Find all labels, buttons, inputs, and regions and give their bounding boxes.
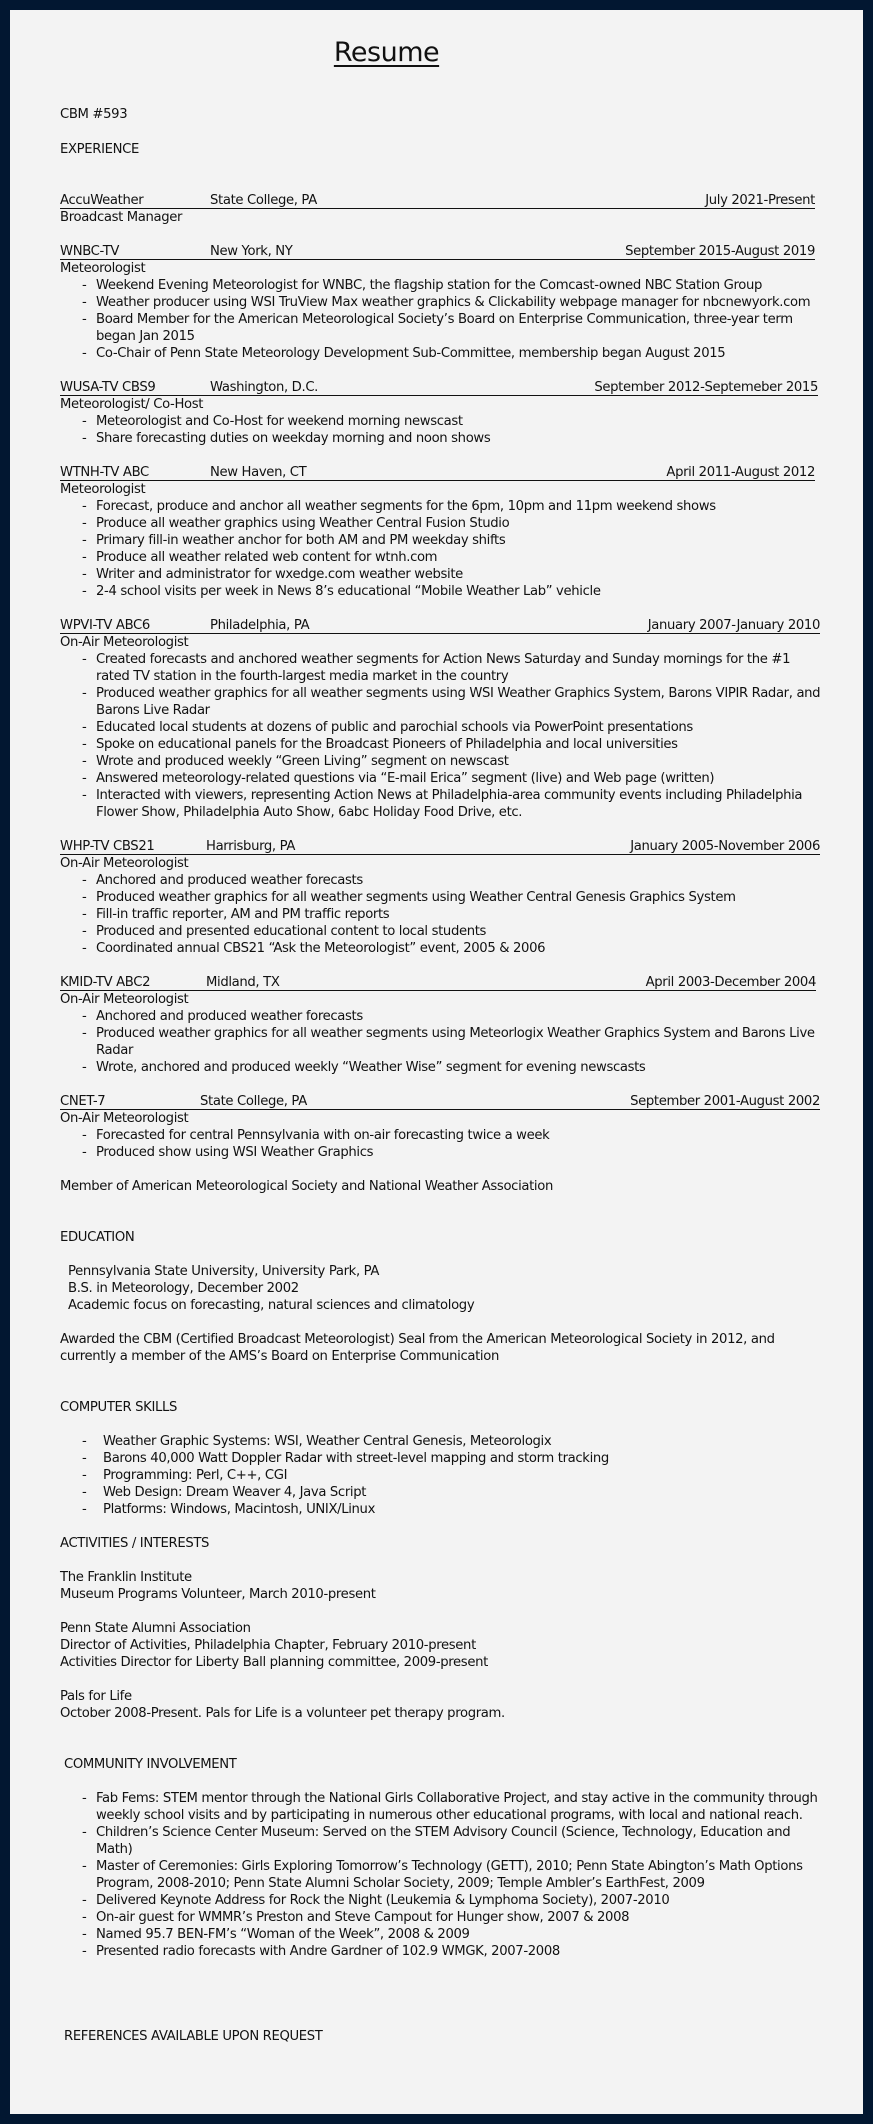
job-location: Harrisburg, PA — [206, 839, 296, 854]
job-dates: April 2011-August 2012 — [666, 465, 815, 480]
job-location: New Haven, CT — [210, 465, 307, 480]
section-heading-community: COMMUNITY INVOLVEMENT — [64, 1757, 237, 1772]
job-dates: January 2005-November 2006 — [630, 839, 820, 854]
job-dates: September 2001-August 2002 — [630, 1094, 820, 1109]
job-bullets — [60, 651, 823, 821]
job-entry — [60, 379, 823, 447]
job-bullet: - Fill-in traffic reporter, AM and PM traffic reports — [82, 906, 823, 923]
job-role: Meteorologist — [60, 261, 146, 276]
section-heading-computer-skills: COMPUTER SKILLS — [60, 1400, 178, 1415]
job-role: Broadcast Manager — [60, 210, 183, 225]
job-bullets — [60, 413, 823, 447]
resume-page — [10, 10, 863, 2114]
job-location: Midland, TX — [206, 975, 280, 990]
job-bullet: - Weather producer using WSI TruView Max weather graphics & Clickability webpage manager for nbcnewyork.com — [82, 294, 823, 311]
community-item: - Delivered Keynote Address for Rock the Night (Leukemia & Lymphoma Society), 2007-2010 — [82, 1892, 823, 1909]
job-bullet: - Anchored and produced weather forecasts — [82, 872, 823, 889]
education-line: Academic focus on forecasting, natural sciences and climatology — [68, 1298, 475, 1313]
job-entry — [60, 192, 823, 226]
experience-list — [60, 192, 823, 2045]
job-bullet: - Board Member for the American Meteorological Society’s Board on Enterprise Communication, three-year term began Jan 2015 — [82, 311, 823, 345]
job-header — [60, 838, 820, 855]
title-text: Resume — [333, 37, 440, 68]
community-list — [60, 1790, 823, 1960]
activity-line: Museum Programs Volunteer, March 2010-present — [60, 1587, 376, 1602]
job-bullets — [60, 1008, 823, 1076]
job-role: On-Air Meteorologist — [60, 635, 189, 650]
job-location: State College, PA — [200, 1094, 307, 1109]
job-header — [60, 192, 815, 209]
job-company: WHP-TV CBS21 — [60, 839, 155, 854]
community-item: - Presented radio forecasts with Andre Gardner of 102.9 WMGK, 2007-2008 — [82, 1943, 823, 1960]
job-location: Philadelphia, PA — [210, 618, 310, 633]
job-bullet: - Produced show using WSI Weather Graphics — [82, 1144, 823, 1161]
job-bullet: - Forecast, produce and anchor all weather segments for the 6pm, 10pm and 11pm weekend shows — [82, 498, 823, 515]
job-entry — [60, 617, 823, 821]
job-dates: January 2007-January 2010 — [647, 618, 820, 633]
skill-item: - Platforms: Windows, Macintosh, UNIX/Linux — [82, 1501, 823, 1518]
job-bullets — [60, 277, 823, 362]
job-company: WNBC-TV — [60, 244, 120, 259]
job-role: On-Air Meteorologist — [60, 992, 189, 1007]
job-location: New York, NY — [210, 244, 293, 259]
job-bullet: - Spoke on educational panels for the Broadcast Pioneers of Philadelphia and local universities — [82, 736, 823, 753]
job-bullet: - Weekend Evening Meteorologist for WNBC, the flagship station for the Comcast-owned NBC Station Group — [82, 277, 823, 294]
job-company: KMID-TV ABC2 — [60, 975, 151, 990]
references-note: REFERENCES AVAILABLE UPON REQUEST — [64, 2029, 323, 2044]
job-bullet: - Answered meteorology-related questions via “E-mail Erica” segment (live) and Web page (written) — [82, 770, 823, 787]
job-bullet: - Produced weather graphics for all weather segments using Weather Central Genesis Graphics System — [82, 889, 823, 906]
job-header — [60, 617, 820, 634]
job-dates: September 2012-Septemeber 2015 — [594, 380, 818, 395]
activity-line: Director of Activities, Philadelphia Chapter, February 2010-present — [60, 1638, 476, 1653]
job-company: AccuWeather — [60, 193, 144, 208]
job-role: On-Air Meteorologist — [60, 856, 189, 871]
job-bullet: - Co-Chair of Penn State Meteorology Development Sub-Committee, membership began August 2015 — [82, 345, 823, 362]
job-entry — [60, 974, 823, 1076]
job-bullet: - Created forecasts and anchored weather segments for Action News Saturday and Sunday mornings for the #1 rated TV station in the fourth-largest media market in the country — [82, 651, 823, 685]
job-role: On-Air Meteorologist — [60, 1111, 189, 1126]
job-bullets — [60, 872, 823, 957]
job-bullet: - 2-4 school visits per week in News 8’s educational “Mobile Weather Lab” vehicle — [82, 583, 823, 600]
skill-item: - Barons 40,000 Watt Doppler Radar with street-level mapping and storm tracking — [82, 1450, 823, 1467]
job-bullet: - Share forecasting duties on weekday morning and noon shows — [82, 430, 823, 447]
section-heading-education: EDUCATION — [60, 1230, 135, 1245]
job-bullets — [60, 498, 823, 600]
community-item: - Master of Ceremonies: Girls Exploring Tomorrow’s Technology (GETT), 2010; Penn State Abington’s Math Options Program, 2008-2010; Penn State Alumni Scholar Society, 2009; Temple Ambler’s EarthFest, 2009 — [82, 1858, 823, 1892]
job-bullet: - Wrote and produced weekly “Green Living” segment on newscast — [82, 753, 823, 770]
job-location: State College, PA — [210, 193, 317, 208]
job-bullet: - Produced weather graphics for all weather segments using Meteorlogix Weather Graphics System and Barons Live Radar — [82, 1025, 823, 1059]
job-role: Meteorologist — [60, 482, 146, 497]
activity-org: Penn State Alumni Association — [60, 1621, 251, 1636]
activity-line: Activities Director for Liberty Ball planning committee, 2009-present — [60, 1655, 488, 1670]
page-title — [0, 38, 813, 68]
job-dates: April 2003-December 2004 — [645, 975, 816, 990]
job-bullet: - Produced and presented educational content to local students — [82, 923, 823, 940]
education-line: Pennsylvania State University, University Park, PA — [68, 1264, 380, 1279]
job-bullet: - Meteorologist and Co-Host for weekend morning newscast — [82, 413, 823, 430]
skill-item: - Weather Graphic Systems: WSI, Weather Central Genesis, Meteorologix — [82, 1433, 823, 1450]
section-heading-activities: ACTIVITIES / INTERESTS — [60, 1536, 210, 1551]
job-entry — [60, 464, 823, 600]
job-location: Washington, D.C. — [210, 380, 319, 395]
education-block — [60, 1263, 823, 1314]
cbm-number: CBM #593 — [60, 107, 128, 122]
job-bullet: - Produced weather graphics for all weather segments using WSI Weather Graphics System, Barons VIPIR Radar, and Barons Live Radar — [82, 685, 823, 719]
job-bullet: - Produce all weather related web content for wtnh.com — [82, 549, 823, 566]
community-item: - Named 95.7 BEN-FM’s “Woman of the Week”, 2008 & 2009 — [82, 1926, 823, 1943]
job-bullets — [60, 1127, 823, 1161]
job-company: WUSA-TV CBS9 — [60, 380, 156, 395]
job-bullet: - Produce all weather graphics using Weather Central Fusion Studio — [82, 515, 823, 532]
job-company: WPVI-TV ABC6 — [60, 618, 150, 633]
job-entry — [60, 1093, 823, 1161]
job-bullet: - Writer and administrator for wxedge.com weather website — [82, 566, 823, 583]
skill-item: - Programming: Perl, C++, CGI — [82, 1467, 823, 1484]
education-line: B.S. in Meteorology, December 2002 — [68, 1281, 299, 1296]
section-heading-experience: EXPERIENCE — [60, 142, 139, 157]
job-bullet: - Interacted with viewers, representing Action News at Philadelphia-area community events including Philadelphia Flower Show, Philadelphia Auto Show, 6abc Holiday Food Drive, etc. — [82, 787, 823, 821]
job-bullet: - Forecasted for central Pennsylvania with on-air forecasting twice a week — [82, 1127, 823, 1144]
job-header — [60, 464, 815, 481]
job-header — [60, 243, 815, 260]
activity-line: October 2008-Present. Pals for Life is a volunteer pet therapy program. — [60, 1706, 505, 1721]
community-item: - On-air guest for WMMR’s Preston and Steve Campout for Hunger show, 2007 & 2008 — [82, 1909, 823, 1926]
job-role: Meteorologist/ Co-Host — [60, 397, 204, 412]
job-bullet: - Primary fill-in weather anchor for both AM and PM weekday shifts — [82, 532, 823, 549]
community-item: - Children’s Science Center Museum: Served on the STEM Advisory Council (Science, Technology, Education and Math) — [82, 1824, 823, 1858]
job-dates: July 2021-Present — [705, 193, 815, 208]
job-entry — [60, 838, 823, 957]
skills-list — [60, 1433, 823, 1518]
community-item: - Fab Fems: STEM mentor through the National Girls Collaborative Project, and stay active in the community through weekly school visits and by participating in numerous other educational programs, with local and national reach. — [82, 1790, 823, 1824]
job-entry — [60, 243, 823, 362]
job-dates: September 2015-August 2019 — [625, 244, 815, 259]
job-bullet: - Coordinated annual CBS21 “Ask the Meteorologist” event, 2005 & 2006 — [82, 940, 823, 957]
activity-org: The Franklin Institute — [60, 1570, 192, 1585]
job-company: WTNH-TV ABC — [60, 465, 149, 480]
job-header — [60, 379, 818, 396]
skill-item: - Web Design: Dream Weaver 4, Java Script — [82, 1484, 823, 1501]
job-header — [60, 974, 816, 991]
job-bullet: - Anchored and produced weather forecasts — [82, 1008, 823, 1025]
job-company: CNET-7 — [60, 1094, 106, 1109]
activity-org: Pals for Life — [60, 1689, 132, 1704]
cbm-award-text: Awarded the CBM (Certified Broadcast Meteorologist) Seal from the American Meteorological Society in 2012, and currently a member of the AMS’s Board on Enterprise Communication — [60, 1332, 775, 1364]
job-bullet: - Wrote, anchored and produced weekly “Weather Wise” segment for evening newscasts — [82, 1059, 823, 1076]
job-header — [60, 1093, 820, 1110]
job-bullet: - Educated local students at dozens of public and parochial schools via PowerPoint presentations — [82, 719, 823, 736]
membership-text: Member of American Meteorological Society and National Weather Association — [60, 1179, 553, 1194]
